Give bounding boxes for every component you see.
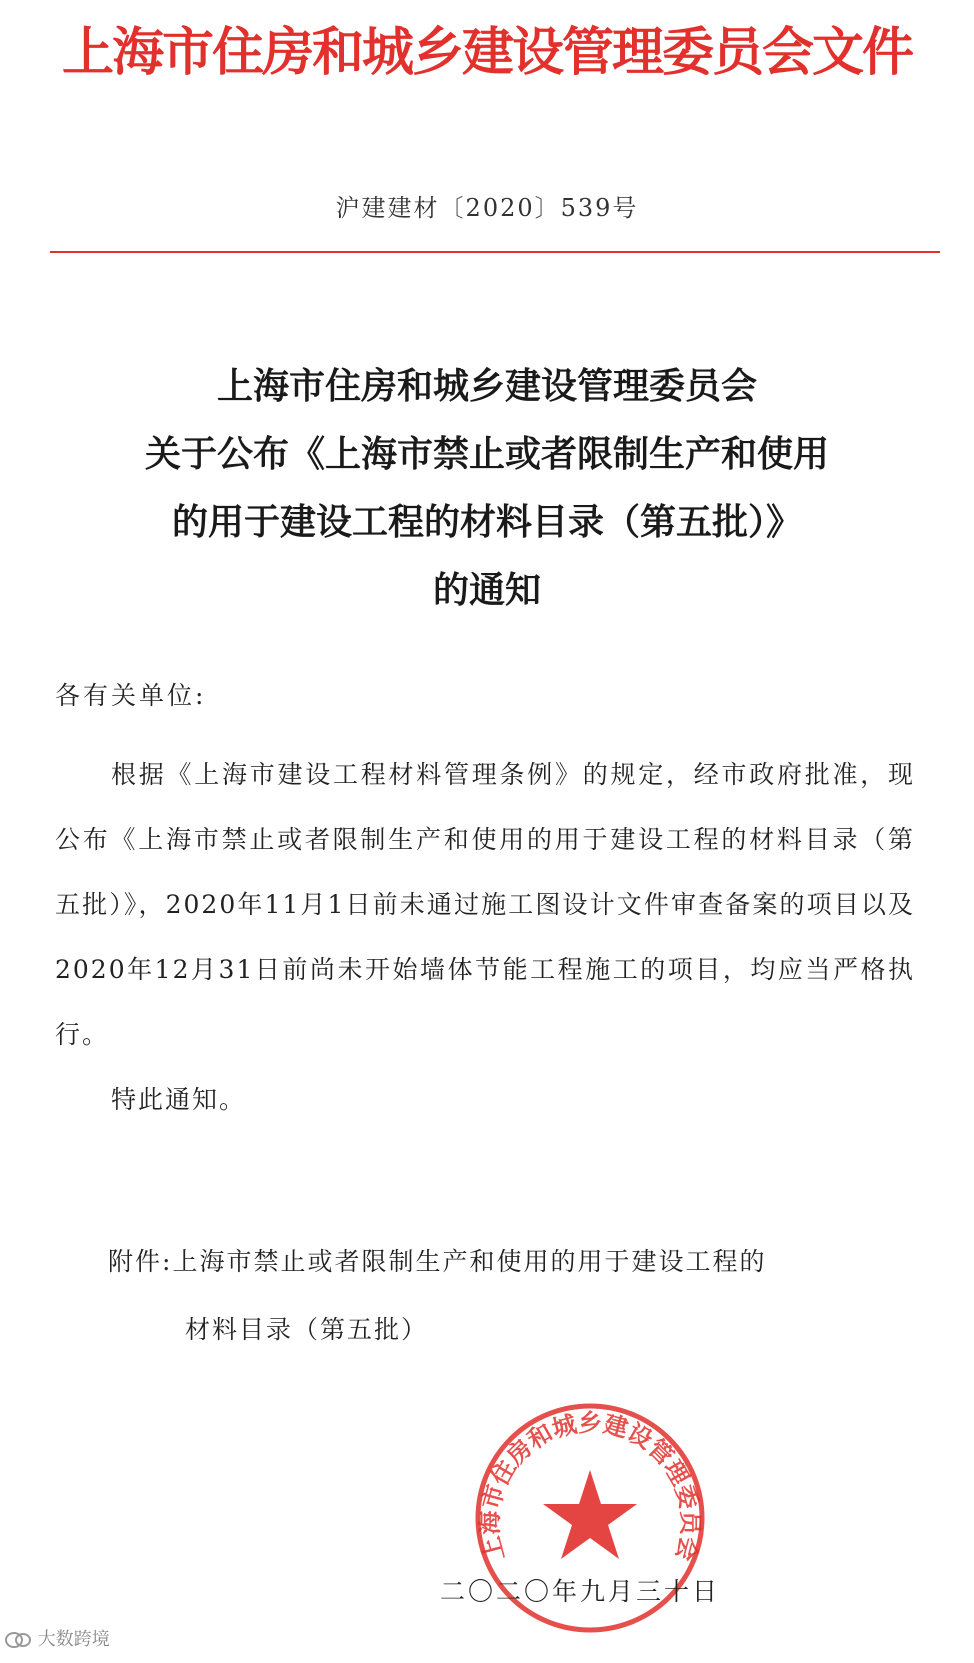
body-text [55, 742, 915, 1132]
notice-title-line: 关于公布《上海市禁止或者限制生产和使用 [144, 433, 829, 475]
watermark-logo-icon [4, 1629, 32, 1651]
document-number: 沪建建材〔2020〕539号 [335, 194, 639, 222]
red-divider-line [50, 251, 940, 253]
watermark [4, 1625, 110, 1651]
document-header-title: 上海市住房和城乡建设管理委员会文件 [61, 23, 912, 83]
seal-star-icon [543, 1470, 637, 1559]
notice-title-line: 的通知 [432, 569, 541, 611]
body-paragraph: 根据《上海市建设工程材料管理条例》的规定，经市政府批准，现公布《上海市禁止或者限制生产和使用的用于建设工程的材料目录（第五批）》，2020年11月1日前未通过施工图设计文件审查备案的项目以及2020年12月31日前尚未开始墙体节能工程施工的项目，均应当严格执行。 [55, 760, 915, 1049]
attachment-label: 附件: [108, 1247, 173, 1276]
closing-line: 特此通知。 [111, 1085, 247, 1114]
seal-text: 上海市住房和城乡建设管理委员会 [475, 1409, 705, 1564]
notice-title-line: 的用于建设工程的材料目录（第五批）》 [171, 501, 802, 543]
watermark-text: 大数跨境 [37, 1629, 110, 1650]
notice-title [0, 352, 974, 624]
salutation: 各有关单位: [55, 681, 207, 710]
issue-date: 二〇二〇年九月三十日 [440, 1577, 721, 1606]
attachment-block [108, 1228, 908, 1364]
notice-title-line: 上海市住房和城乡建设管理委员会 [216, 365, 757, 407]
attachment-line: 材料目录（第五批） [185, 1315, 429, 1344]
attachment-line: 上海市禁止或者限制生产和使用的用于建设工程的 [172, 1247, 767, 1276]
